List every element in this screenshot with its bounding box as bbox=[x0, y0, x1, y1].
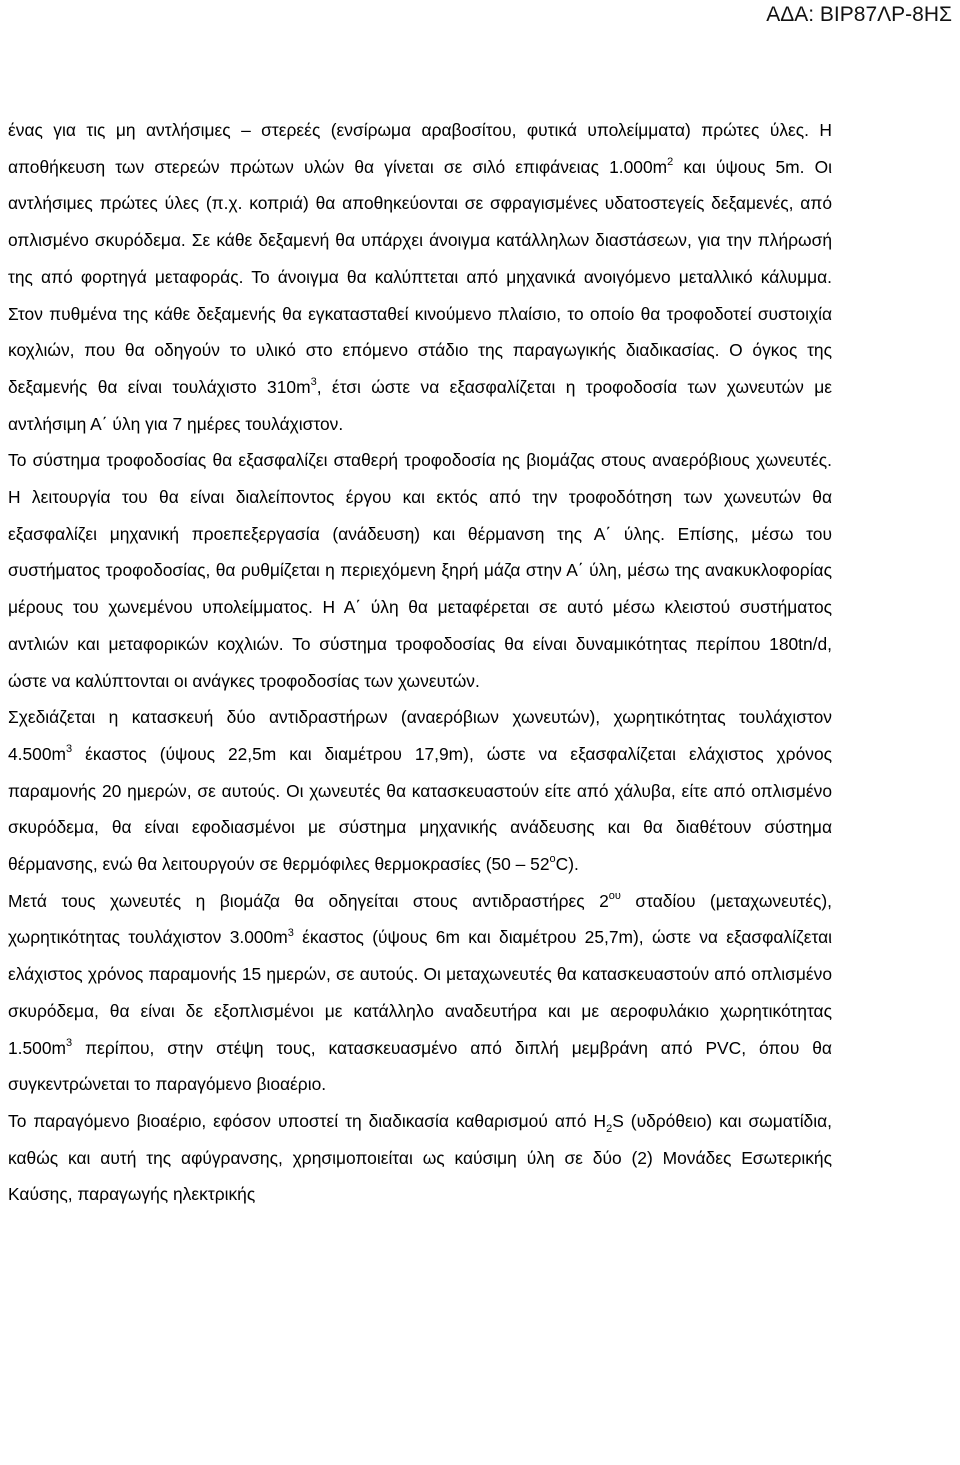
paragraph-raw-materials-storage: ένας για τις μη αντλήσιμες – στερεές (ενσίρωμα αραβοσίτου, φυτικά υπολείμματα) πρώτες ύλες. Η αποθήκευση των στερεών πρώτων υλών θα γίνεται σε σιλό επιφάνειας $1.000m^2$ και ύψους 5m. Οι αντλήσιμες πρώτες ύλες (π.χ. κοπριά) θα αποθηκεύονται σε σφραγισμένες υδατοστεγείς δεξαμενές, από οπλισμένο σκυρόδεμα. Σε κάθε δεξαμενή θα υπάρχει άνοιγμα κατάλληλων διαστάσεων, για την πλήρωσή της από φορτηγά μεταφοράς. Το άνοιγμα θα καλύπτεται από μηχανικά ανοιγόμενο μεταλλικό κάλυμμα. Στον πυθμένα της κάθε δεξαμενής θα εγκατασταθεί κινούμενο πλαίσιο, το οποίο θα τροφοδοτεί συστοιχία κοχλιών, που θα οδηγούν το υλικό στο επόμενο στάδιο της παραγωγικής διαδικασίας. Ο όγκος της δεξαμενής θα είναι τουλάχιστο $310m^3$, έτσι ώστε να εξασφαλίζεται η τροφοδοσία των χωνευτών με αντλήσιμη Α΄ ύλη για 7 ημέρες τουλάχιστον. bbox=[8, 120, 832, 434]
paragraph-biogas-usage: Το παραγόμενο βιοαέριο, εφόσον υποστεί τη διαδικασία καθαρισμού από $H_2S$ (υδρόθειο) και σωματίδια, καθώς και αυτή της αφύγρανσης, χρησιμοποιείται ως καύσιμη ύλη σε δύο (2) Μονάδες Εσωτερικής Καύσης, παραγωγής ηλεκτρικής bbox=[8, 1110, 832, 1205]
document-id-header: ΑΔΑ: ΒΙΡ87ΛΡ-8ΗΣ bbox=[766, 3, 952, 26]
paragraph-digesters: Σχεδιάζεται η κατασκευή δύο αντιδραστήρων (αναερόβιων χωνευτών), χωρητικότητας τουλάχιστον $4.500m^3$ έκαστος (ύψους 22,5m και διαμέτρου 17,9m), ώστε να εξασφαλίζεται ελάχιστος χρόνος παραμονής 20 ημερών, σε αυτούς. Οι χωνευτές θα κατασκευαστούν είτε από χάλυβα, είτε από οπλισμένο σκυρόδεμα, θα είναι εφοδιασμένοι με σύστημα μηχανικής ανάδευσης και θα διαθέτουν σύστημα θέρμανσης, ενώ θα λειτουργούν σε θερμόφιλες θερμοκρασίες (50 – 52$^o$C). bbox=[8, 707, 832, 875]
document-body bbox=[8, 112, 832, 1213]
paragraph-post-digesters: Μετά τους χωνευτές η βιομάζα θα οδηγείται στους αντιδραστήρες $2^{o\upsilon}$ σταδίου (μεταχωνευτές), χωρητικότητας τουλάχιστον $3.000m^3$ έκαστος (ύψους 6m και διαμέτρου 25,7m), ώστε να εξασφαλίζεται ελάχιστος χρόνος παραμονής 15 ημερών, σε αυτούς. Οι μεταχωνευτές θα κατασκευαστούν από οπλισμένο σκυρόδεμα, θα είναι δε εξοπλισμένοι με κατάλληλο αναδευτήρα και με αεροφυλάκιο χωρητικότητας $1.500m^3$ περίπου, στην στέψη τους, κατασκευασμένο από διπλή μεμβράνη από PVC, όπου θα συγκεντρώνεται το παραγόμενο βιοαέριο. bbox=[8, 889, 832, 1095]
paragraph-feeding-system: Το σύστημα τροφοδοσίας θα εξασφαλίζει σταθερή τροφοδοσία ης βιομάζας στους αναερόβιους χωνευτές. Η λειτουργία του θα είναι διαλείποντος έργου και εκτός από την τροφοδότηση των χωνευτών θα εξασφαλίζει μηχανική προεπεξεργασία (ανάδευση) και θέρμανση της Α΄ ύλης. Επίσης, μέσω του συστήματος τροφοδοσίας, θα ρυθμίζεται η περιεχόμενη ξηρή μάζα στην Α΄ ύλη, μέσω της ανακυκλοφορίας μέρους του χωνεμένου υπολείμματος. Η Α΄ ύλη θα μεταφέρεται σε αυτό μέσω κλειστού συστήματος αντλιών και μεταφορικών κοχλιών. Το σύστημα τροφοδοσίας θα είναι δυναμικότητας περίπου 180tn/d, ώστε να καλύπτονται οι ανάγκες τροφοδοσίας των χωνευτών. bbox=[8, 450, 832, 691]
